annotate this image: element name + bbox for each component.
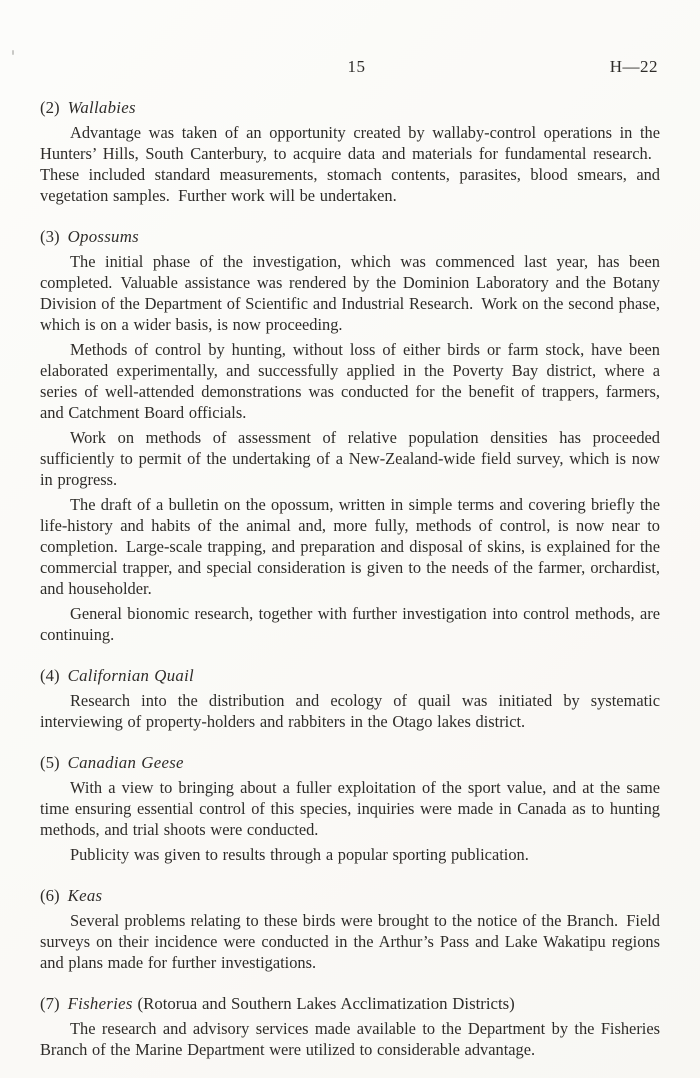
- paragraph: Publicity was given to results through a popular sporting publication.: [70, 845, 529, 864]
- section-number: (7): [40, 994, 60, 1013]
- paragraph: Research into the distribution and ecology of quail was initiated by systematic interviewing of property-holders and rabbiters in the Otago lakes district.: [40, 691, 660, 731]
- paragraph: General bionomic research, together with further investigation into control methods, are continuing.: [40, 604, 660, 644]
- page-number: 15: [347, 57, 366, 76]
- section-heading: [40, 665, 660, 686]
- section-title: Opossums: [67, 227, 139, 246]
- section-keas: [40, 885, 660, 973]
- scan-artifact: [12, 50, 14, 55]
- section-number: (3): [40, 227, 60, 246]
- section-heading: [40, 97, 660, 118]
- section-number: (2): [40, 98, 60, 117]
- paragraph: Several problems relating to these birds were brought to the notice of the Branch. Field surveys on their incidence were conducted in the Arthur’s Pass and Lake Wakatipu regions and plans made for further investigations.: [40, 911, 660, 972]
- section-title: Fisheries: [67, 994, 133, 1013]
- section-fisheries: [40, 993, 660, 1060]
- paragraph: The research and advisory services made available to the Department by the Fisheries Branch of the Marine Department were utilized to considerable advantage.: [40, 1019, 660, 1059]
- section-title: Californian Quail: [67, 666, 195, 685]
- section-title: Keas: [67, 886, 103, 905]
- section-heading: [40, 993, 660, 1014]
- section-number: (5): [40, 753, 60, 772]
- section-title: Wallabies: [67, 98, 136, 117]
- paragraph: Advantage was taken of an opportunity created by wallaby-control operations in the Hunters’ Hills, South Canterbury, to acquire data and materials for fundamental research. These included standard measurements, stomach contents, parasites, blood smears, and vegetation samples. Further work will be undertaken.: [40, 123, 660, 205]
- section-title: Canadian Geese: [67, 753, 184, 772]
- paragraph: Work on methods of assessment of relative population densities has proceeded sufficiently to permit of the undertaking of a New-Zealand-wide field survey, which is now in progress.: [40, 428, 660, 489]
- section-canadian-geese: [40, 752, 660, 865]
- section-number: (4): [40, 666, 60, 685]
- paragraph: The draft of a bulletin on the opossum, written in simple terms and covering briefly the life-history and habits of the animal and, more fully, methods of control, is now near to completion. Large-scale trapping, and preparation and disposal of skins, is explained for the commercial trapper, and special consideration is given to the needs of the farmer, orchardist, and householder.: [40, 495, 660, 598]
- section-heading: [40, 885, 660, 906]
- section-heading: [40, 226, 660, 247]
- section-title-suffix: (Rotorua and Southern Lakes Acclimatization Districts): [137, 994, 515, 1013]
- section-opossums: [40, 226, 660, 645]
- section-californian-quail: [40, 665, 660, 732]
- section-heading: [40, 752, 660, 773]
- document-reference: H—22: [609, 57, 658, 76]
- running-head: [40, 56, 660, 77]
- paragraph: Methods of control by hunting, without loss of either birds or farm stock, have been elaborated experimentally, and successfully applied in the Poverty Bay district, where a series of well-attended demonstrations was conducted for the benefit of trappers, farmers, and Catchment Board officials.: [40, 340, 660, 422]
- section-wallabies: [40, 97, 660, 206]
- section-number: (6): [40, 886, 60, 905]
- paragraph: The initial phase of the investigation, which was commenced last year, has been completed. Valuable assistance was rendered by the Dominion Laboratory and the Botany Division of the Department of Scientific and Industrial Research. Work on the second phase, which is on a wider basis, is now proceeding.: [40, 252, 660, 334]
- paragraph: With a view to bringing about a fuller exploitation of the sport value, and at the same time ensuring essential control of this species, inquiries were made in Canada as to hunting methods, and trial shoots were conducted.: [40, 778, 660, 839]
